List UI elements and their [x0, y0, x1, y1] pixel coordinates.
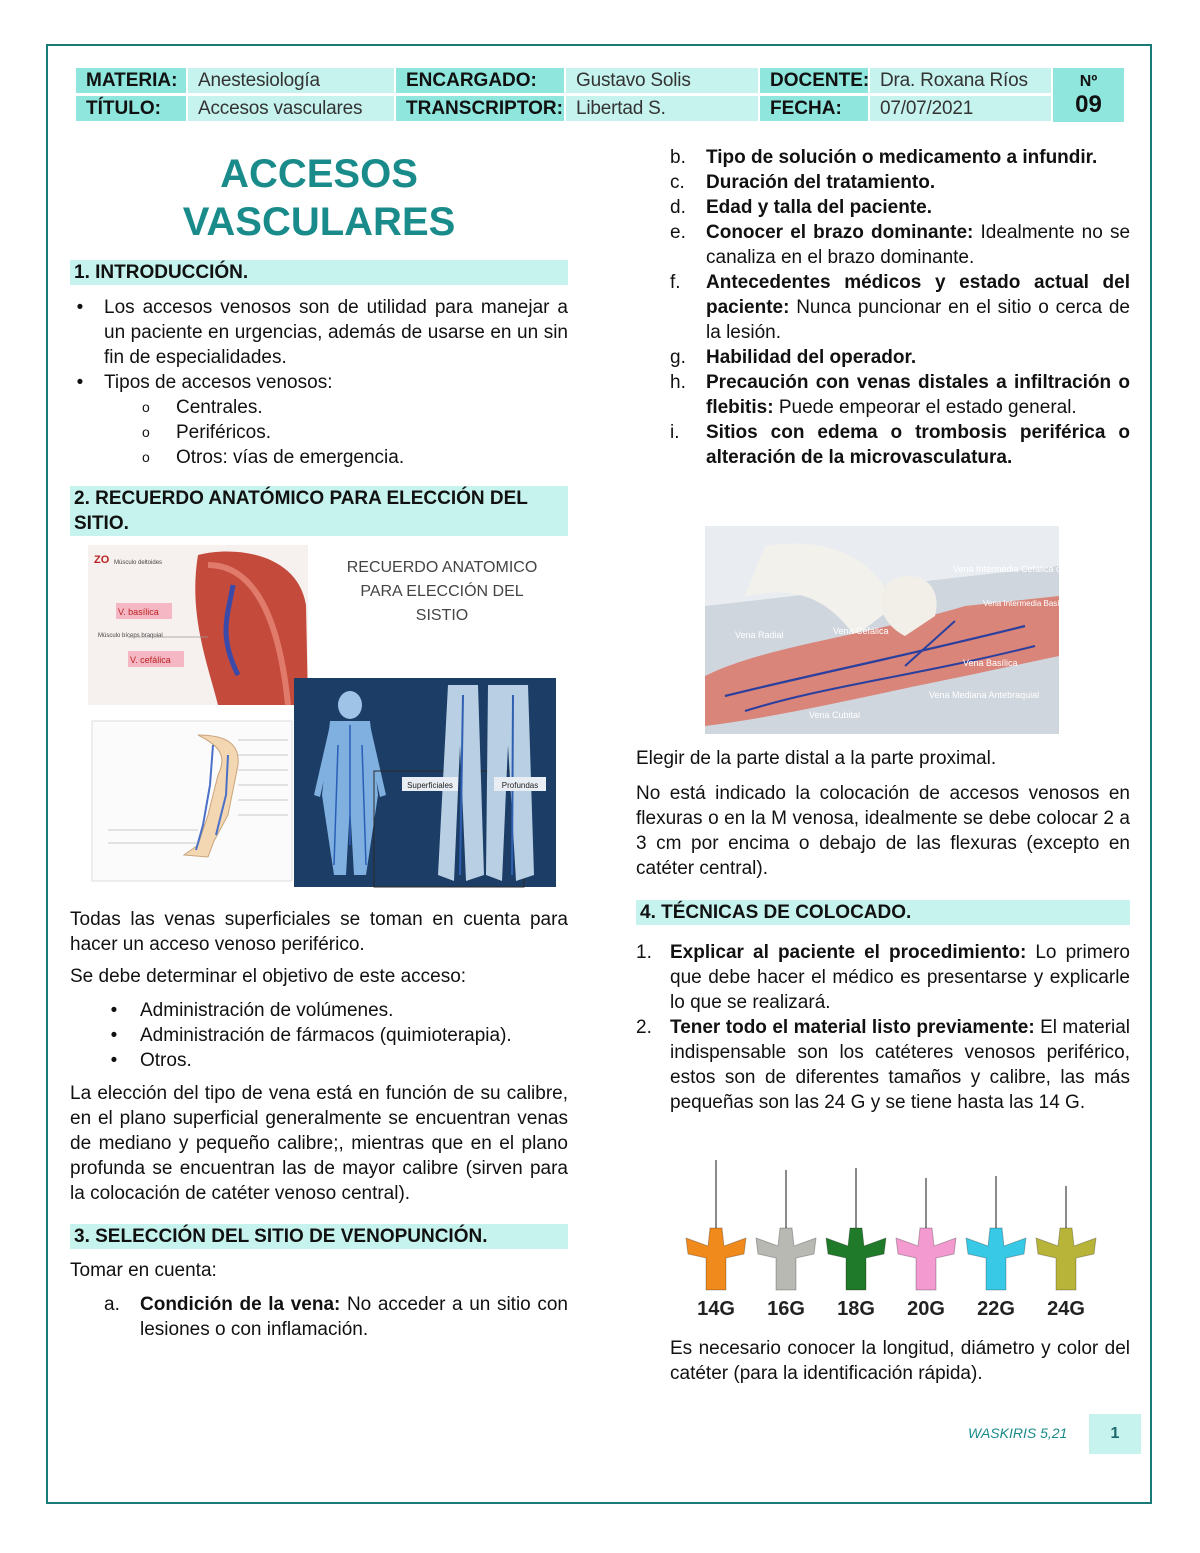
transcriptor-value: Libertad S. — [566, 96, 758, 121]
materia-value: Anestesiología — [188, 68, 394, 93]
list-item: • Administración de fármacos (quimioterapia). — [110, 1025, 512, 1046]
paragraph: Se debe determinar el objetivo de este acceso: — [70, 966, 467, 987]
section-heading-4: 4. TÉCNICAS DE COLOCADO. — [636, 900, 1130, 925]
sub-list-item: o Periféricos. — [142, 422, 272, 443]
list-item: c. Duración del tratamiento. — [670, 172, 936, 193]
catheter-label: 20G — [907, 1298, 945, 1320]
lbl-profundas: Profundas — [501, 781, 539, 790]
catheter-22g — [966, 1176, 1026, 1320]
img-title-1: RECUERDO ANATOMICO — [346, 559, 538, 576]
anatomy-image — [88, 545, 558, 887]
lbl-biceps: Músculo bíceps braquial — [98, 633, 163, 639]
fecha-value: 07/07/2021 — [870, 96, 1051, 121]
lbl-cubital: Vena Cubital — [809, 710, 861, 720]
materia-label: MATERIA: — [76, 68, 186, 93]
paragraph: Todas las venas superficiales se toman en cuenta para hacer un acceso venoso periférico. — [70, 909, 568, 955]
catheter-label: 16G — [767, 1298, 805, 1320]
list-item: • Otros. — [110, 1050, 192, 1071]
catheter-14g — [686, 1160, 746, 1320]
left-column — [70, 150, 568, 536]
right-column-end — [636, 1336, 1130, 1386]
list-item: a. Condición de la vena: No acceder a un sitio con lesiones o con inflamación. — [104, 1294, 568, 1340]
transcriptor-label: TRANSCRIPTOR: — [396, 96, 564, 121]
list-item: • Administración de volúmenes. — [110, 1000, 394, 1021]
paragraph: La elección del tipo de vena está en función de su calibre, en el plano superficial generalmente se encuentran venas de mediano y pequeño calibre;, mientras que en el plano profunda se encuentran las de mayor calibre (sirven para la colocación de catéter venoso central). — [70, 1083, 568, 1204]
lbl-zo: ZO — [94, 554, 110, 566]
paragraph: Es necesario conocer la longitud, diámetro y color del catéter (para la identificación rápida). — [670, 1338, 1130, 1384]
lbl-radial: Vena Radial — [735, 630, 784, 640]
lbl-basilica: V. basílica — [118, 607, 159, 617]
number-label: Nº — [1079, 73, 1098, 90]
catheter-label: 18G — [837, 1298, 875, 1320]
list-item: 2. Tener todo el material listo previamente: El material indispensable son los catéteres venosos periférico, estos son de diferentes tamaños y calibre, las más pequeñas son las 24 G y se tiene hasta las 14 G. — [636, 1017, 1130, 1113]
page-number: 1 — [1089, 1414, 1141, 1454]
catheters-image — [672, 1150, 1112, 1322]
catheter-18g — [826, 1168, 886, 1320]
docente-label: DOCENTE: — [760, 68, 868, 93]
img-title-3: SISTIO — [415, 607, 469, 624]
catheter-label: 22G — [977, 1298, 1015, 1320]
lbl-cefalica: Vena Cefálica — [833, 626, 889, 636]
list-item: b. Tipo de solución o medicamento a infundir. — [670, 147, 1098, 168]
paragraph: Elegir de la parte distal a la parte proximal. — [636, 748, 997, 769]
arm-veins-image — [705, 526, 1106, 734]
catheter-24g — [1036, 1186, 1096, 1320]
catheters-illustration — [672, 1150, 1112, 1322]
img-title-2: PARA ELECCIÓN DEL — [360, 583, 524, 600]
titulo-value: Accesos vasculares — [188, 96, 394, 121]
list-item: • Tipos de accesos venosos: — [76, 372, 333, 393]
section-heading-3: 3. SELECCIÓN DEL SITIO DE VENOPUNCIÓN. — [70, 1224, 568, 1249]
list-item: h. Precaución con venas distales a infiltración o flebitis: Puede empeorar el estado general. — [670, 372, 1130, 418]
left-column-lower — [70, 907, 568, 1342]
class-number — [1053, 68, 1124, 122]
list-item: d. Edad y talla del paciente. — [670, 197, 932, 218]
fecha-label: FECHA: — [760, 96, 868, 121]
paragraph: Tomar en cuenta: — [70, 1260, 217, 1281]
encargado-value: Gustavo Solis — [566, 68, 758, 93]
lbl-intermedia-cefalica: Vena Intermedia Cefálica o Cubital — [953, 564, 1092, 574]
catheter-16g — [756, 1170, 816, 1320]
list-item: g. Habilidad del operador. — [670, 347, 917, 368]
anatomy-illustration — [88, 545, 558, 887]
lbl-superficiales: Superficiales — [407, 781, 453, 790]
number-value: 09 — [1075, 91, 1102, 118]
encargado-label: ENCARGADO: — [396, 68, 564, 93]
sub-list-item: o Otros: vías de emergencia. — [142, 447, 405, 468]
list-item: e. Conocer el brazo dominante: Idealmente no se canaliza en el brazo dominante. — [670, 222, 1131, 268]
doc-title-line1: ACCESOS — [220, 152, 418, 196]
catheter-label: 14G — [697, 1298, 735, 1320]
list-item: f. Antecedentes médicos y estado actual del paciente: Nunca puncionar en el sitio o cerca de la lesión. — [670, 272, 1130, 343]
doc-title-line2: VASCULARES — [182, 200, 456, 244]
lbl-deltoides: Músculo deltoides — [114, 560, 163, 566]
section-heading-2: 2. RECUERDO ANATÓMICO PARA ELECCIÓN DEL SITIO. — [70, 486, 568, 536]
catheter-20g — [896, 1178, 956, 1320]
list-item: i. Sitios con edema o trombosis periférica o alteración de la microvasculatura. — [670, 422, 1130, 468]
right-column-lower — [636, 746, 1130, 1115]
lbl-basilica: Vena Basílica — [963, 658, 1018, 668]
lbl-intermedia-basilica: Vena Intermedia Basílica o Cubital — [983, 599, 1106, 608]
footer-text: WASKIRIS 5,21 — [968, 1425, 1068, 1441]
titulo-label: TÍTULO: — [76, 96, 186, 121]
header-table — [76, 68, 1124, 122]
catheter-label: 24G — [1047, 1298, 1085, 1320]
docente-value: Dra. Roxana Ríos — [870, 68, 1051, 93]
lbl-cefalica: V. cefálica — [130, 655, 171, 665]
lbl-mediana: Vena Mediana Antebraquial — [929, 690, 1040, 700]
right-column — [636, 145, 1130, 470]
arm-veins-illustration — [705, 526, 1106, 734]
paragraph: No está indicado la colocación de accesos venosos en flexuras o en la M venosa, idealmente se debe colocar 2 a 3 cm por encima o debajo de las flexuras (excepto en catéter central). — [636, 783, 1130, 879]
list-item: 1. Explicar al paciente el procedimiento: Lo primero que debe hacer el médico es presentarse y explicarle lo que se realizará. — [636, 942, 1130, 1013]
list-item: • Los accesos venosos son de utilidad para manejar a un paciente en urgencias, además de usarse en un sin fin de especialidades. — [76, 297, 568, 368]
section-heading-1: 1. INTRODUCCIÓN. — [70, 260, 568, 285]
sub-list-item: o Centrales. — [142, 397, 263, 418]
